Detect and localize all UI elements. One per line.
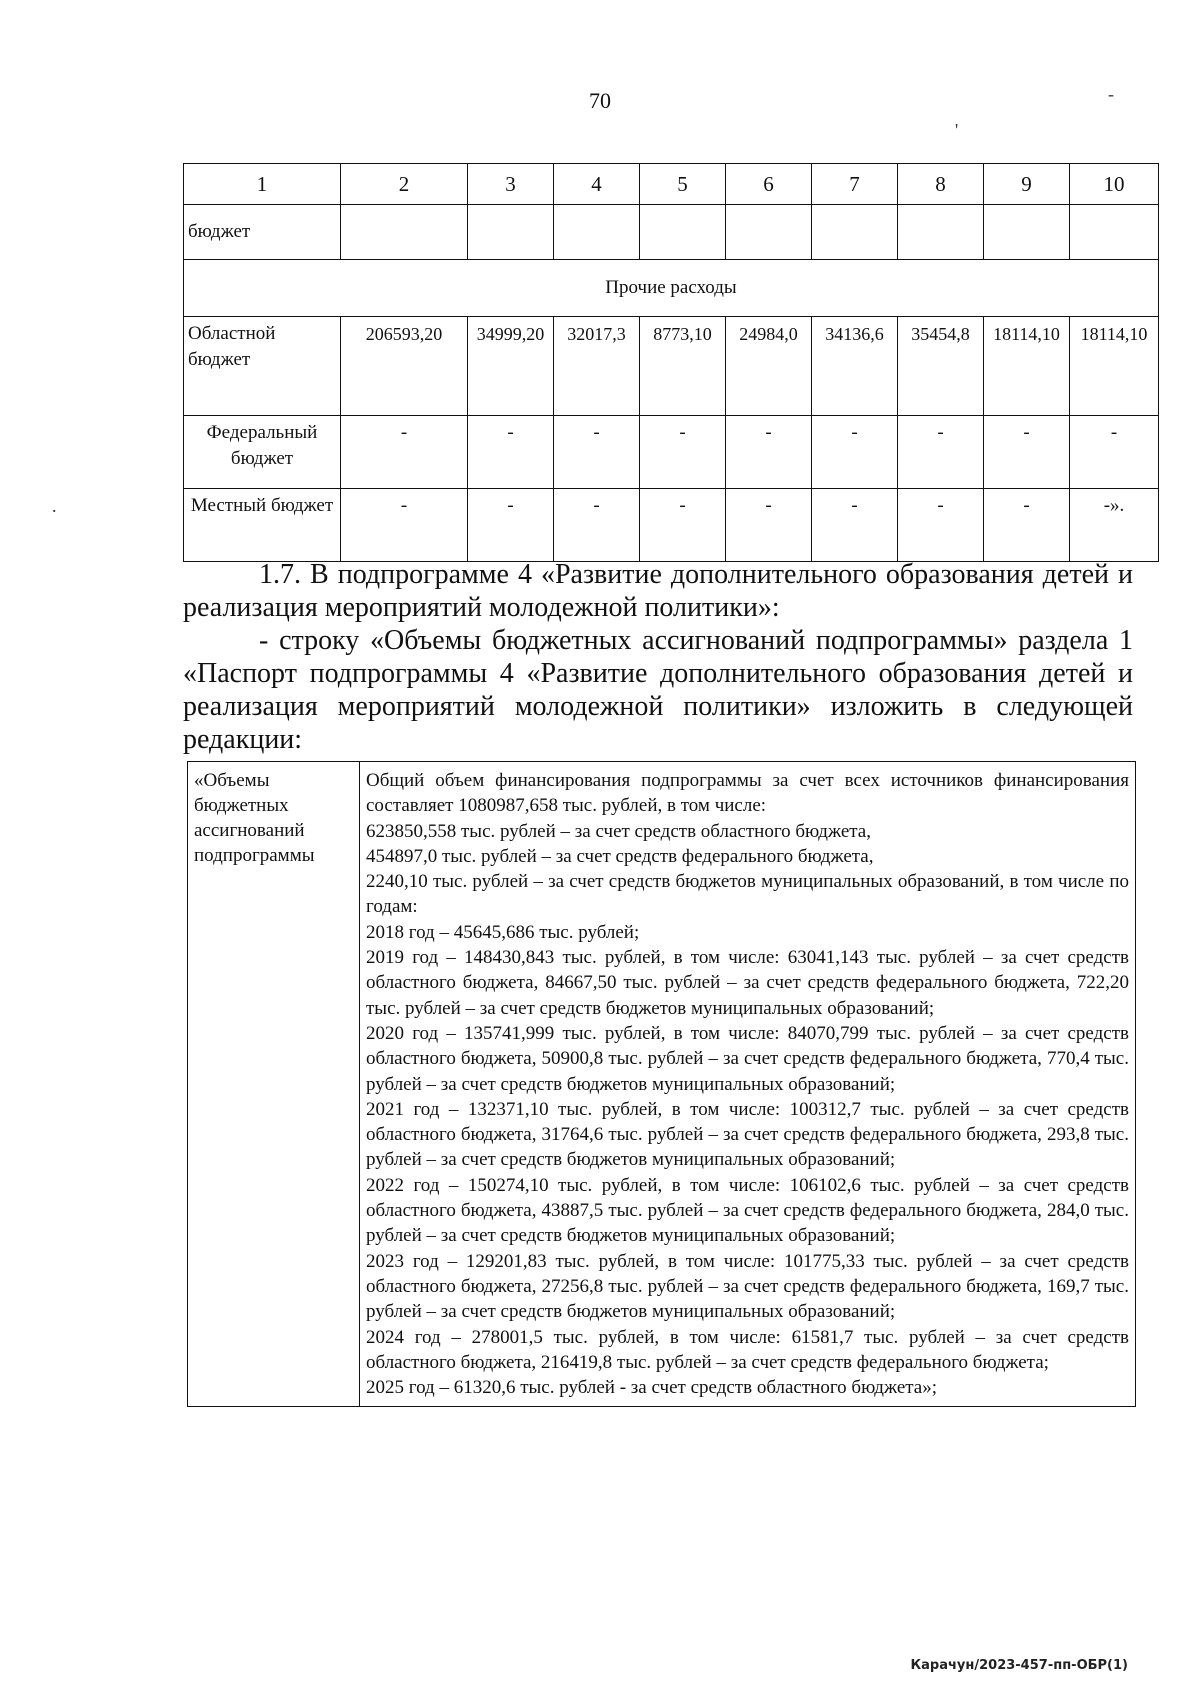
cell-value: 18114,10 <box>1080 324 1148 344</box>
passport-table <box>187 761 1136 1407</box>
row-label: Местный бюджет <box>184 489 341 562</box>
table-cell: - <box>640 489 726 562</box>
document-footer: Карачун/2023-457-пп-ОБР(1) <box>910 1658 1128 1673</box>
financing-line: 454897,0 тыс. рублей – за счет средств федерального бюджета, <box>366 845 874 867</box>
section-row <box>184 260 1159 317</box>
table-row <box>184 205 1159 260</box>
paragraph-text: 1.7. В подпрограмме 4 «Развитие дополнительного образования детей и реализация мероприятий молодежной политики»: <box>183 559 1133 623</box>
header-cell: 4 <box>554 164 640 205</box>
financing-line: Общий объем финансирования подпрограммы за счет всех источников финансирования составляет 1080987,658 тыс. рублей, в том числе: <box>366 770 1129 817</box>
passport-row-content <box>360 762 1136 1407</box>
financing-line: 2019 год – 148430,843 тыс. рублей, в том числе: 63041,143 тыс. рублей – за счет средств областного бюджета, 84667,50 тыс. рублей – за счет средств федерального бюджета, 722,20 тыс. рублей – за счет средств бюджетов муниципальных образований; <box>366 947 1129 1019</box>
financing-line: 2022 год – 150274,10 тыс. рублей, в том числе: 106102,6 тыс. рублей – за счет средств областного бюджета, 43887,5 тыс. рублей – за счет средств федерального бюджета, 284,0 тыс. рублей – за счет средств бюджетов муниципальных образований; <box>366 1174 1129 1247</box>
table-row <box>188 762 1136 1407</box>
table-cell: - <box>898 416 984 489</box>
row-label: бюджет <box>184 205 341 260</box>
row-label: Федеральный бюджет <box>184 416 341 489</box>
header-cell: 5 <box>640 164 726 205</box>
cell-value: 18114,10 <box>993 324 1060 344</box>
table-cell: - <box>554 416 640 489</box>
table-cell: - <box>984 416 1070 489</box>
table-cell <box>898 317 984 416</box>
table-cell <box>1070 317 1159 416</box>
section-title: Прочие расходы <box>184 260 1159 317</box>
header-cell: 10 <box>1070 164 1159 205</box>
table-cell: - <box>812 416 898 489</box>
header-cell: 1 <box>184 164 341 205</box>
scan-speck: - <box>1108 84 1114 104</box>
cell-value: 35454,8 <box>911 324 970 344</box>
table-row <box>184 416 1159 489</box>
table-cell <box>640 317 726 416</box>
scan-speck: . <box>52 496 57 516</box>
financing-line: 2240,10 тыс. рублей – за счет средств бюджетов муниципальных образований, в том числе по годам: <box>366 871 1129 918</box>
table-cell: - <box>726 489 812 562</box>
table-cell: -». <box>1070 489 1159 562</box>
header-cell: 2 <box>341 164 468 205</box>
financing-line: 2023 год – 129201,83 тыс. рублей, в том числе: 101775,33 тыс. рублей – за счет средств областного бюджета, 27256,8 тыс. рублей – за счет средств федерального бюджета, 169,7 тыс. рублей – за счет средств бюджетов муниципальных образований; <box>366 1250 1129 1323</box>
scan-speck: ' <box>955 120 959 140</box>
header-cell: 6 <box>726 164 812 205</box>
row-label: Областной бюджет <box>184 317 341 416</box>
table-cell: - <box>1070 416 1159 489</box>
financing-line: 2024 год – 278001,5 тыс. рублей, в том числе: 61581,7 тыс. рублей – за счет средств областного бюджета, 216419,8 тыс. рублей – за счет средств федерального бюджета; <box>366 1326 1129 1373</box>
table-cell <box>984 205 1070 260</box>
page-number: 70 <box>589 88 611 113</box>
financing-line: 2021 год – 132371,10 тыс. рублей, в том числе: 100312,7 тыс. рублей – за счет средств областного бюджета, 31764,6 тыс. рублей – за счет средств федерального бюджета, 293,8 тыс. рублей – за счет средств бюджетов муниципальных образований; <box>366 1098 1129 1171</box>
financing-line: 2020 год – 135741,999 тыс. рублей, в том числе: 84070,799 тыс. рублей – за счет средств областного бюджета, 50900,8 тыс. рублей – за счет средств федерального бюджета, 770,4 тыс. рублей – за счет средств бюджетов муниципальных образований; <box>366 1022 1129 1095</box>
table-cell: - <box>640 416 726 489</box>
header-cell: 3 <box>468 164 554 205</box>
table-cell <box>726 205 812 260</box>
table-cell <box>726 317 812 416</box>
table-cell: - <box>726 416 812 489</box>
table-cell <box>812 205 898 260</box>
table-row <box>184 317 1159 416</box>
table-cell <box>1070 205 1159 260</box>
table-cell: - <box>554 489 640 562</box>
table-cell: - <box>468 489 554 562</box>
cell-value: 34136,6 <box>825 324 884 344</box>
table-cell <box>554 205 640 260</box>
table-cell <box>468 317 554 416</box>
table-cell <box>341 317 468 416</box>
table-row <box>184 489 1159 562</box>
cell-value: 206593,20 <box>365 324 443 344</box>
table-cell: - <box>812 489 898 562</box>
table-cell <box>898 205 984 260</box>
table-cell: - <box>341 416 468 489</box>
cell-value: 24984,0 <box>739 324 798 344</box>
table-header-row <box>184 164 1159 205</box>
table-cell: - <box>468 416 554 489</box>
paragraph-text: - строку «Объемы бюджетных ассигнований подпрограммы» раздела 1 «Паспорт подпрограммы 4 «Развитие дополнительного образования детей и реализация мероприятий молодежной политики» изложить в следующей редакции: <box>183 625 1133 755</box>
table-cell <box>984 317 1070 416</box>
table-cell: - <box>898 489 984 562</box>
table-cell <box>468 205 554 260</box>
table-cell <box>640 205 726 260</box>
header-cell: 9 <box>984 164 1070 205</box>
table-cell <box>341 205 468 260</box>
table-cell: - <box>984 489 1070 562</box>
paragraph-amendment <box>183 558 1133 624</box>
header-cell: 8 <box>898 164 984 205</box>
paragraph-instruction <box>183 624 1133 756</box>
table-cell <box>554 317 640 416</box>
financing-line: 2018 год – 45645,686 тыс. рублей; <box>366 921 640 943</box>
cell-value: 32017,3 <box>567 324 626 344</box>
table-cell <box>812 317 898 416</box>
header-cell: 7 <box>812 164 898 205</box>
financing-line: 2025 год – 61320,6 тыс. рублей - за счет средств областного бюджета»; <box>366 1377 938 1399</box>
budget-table <box>183 163 1159 562</box>
cell-value: 8773,10 <box>653 324 712 344</box>
passport-row-label: «Объемы бюджетных ассигнований подпрограммы <box>188 762 360 1407</box>
cell-value: 34999,20 <box>476 324 545 344</box>
financing-line: 623850,558 тыс. рублей – за счет средств областного бюджета, <box>366 820 871 842</box>
table-cell: - <box>341 489 468 562</box>
